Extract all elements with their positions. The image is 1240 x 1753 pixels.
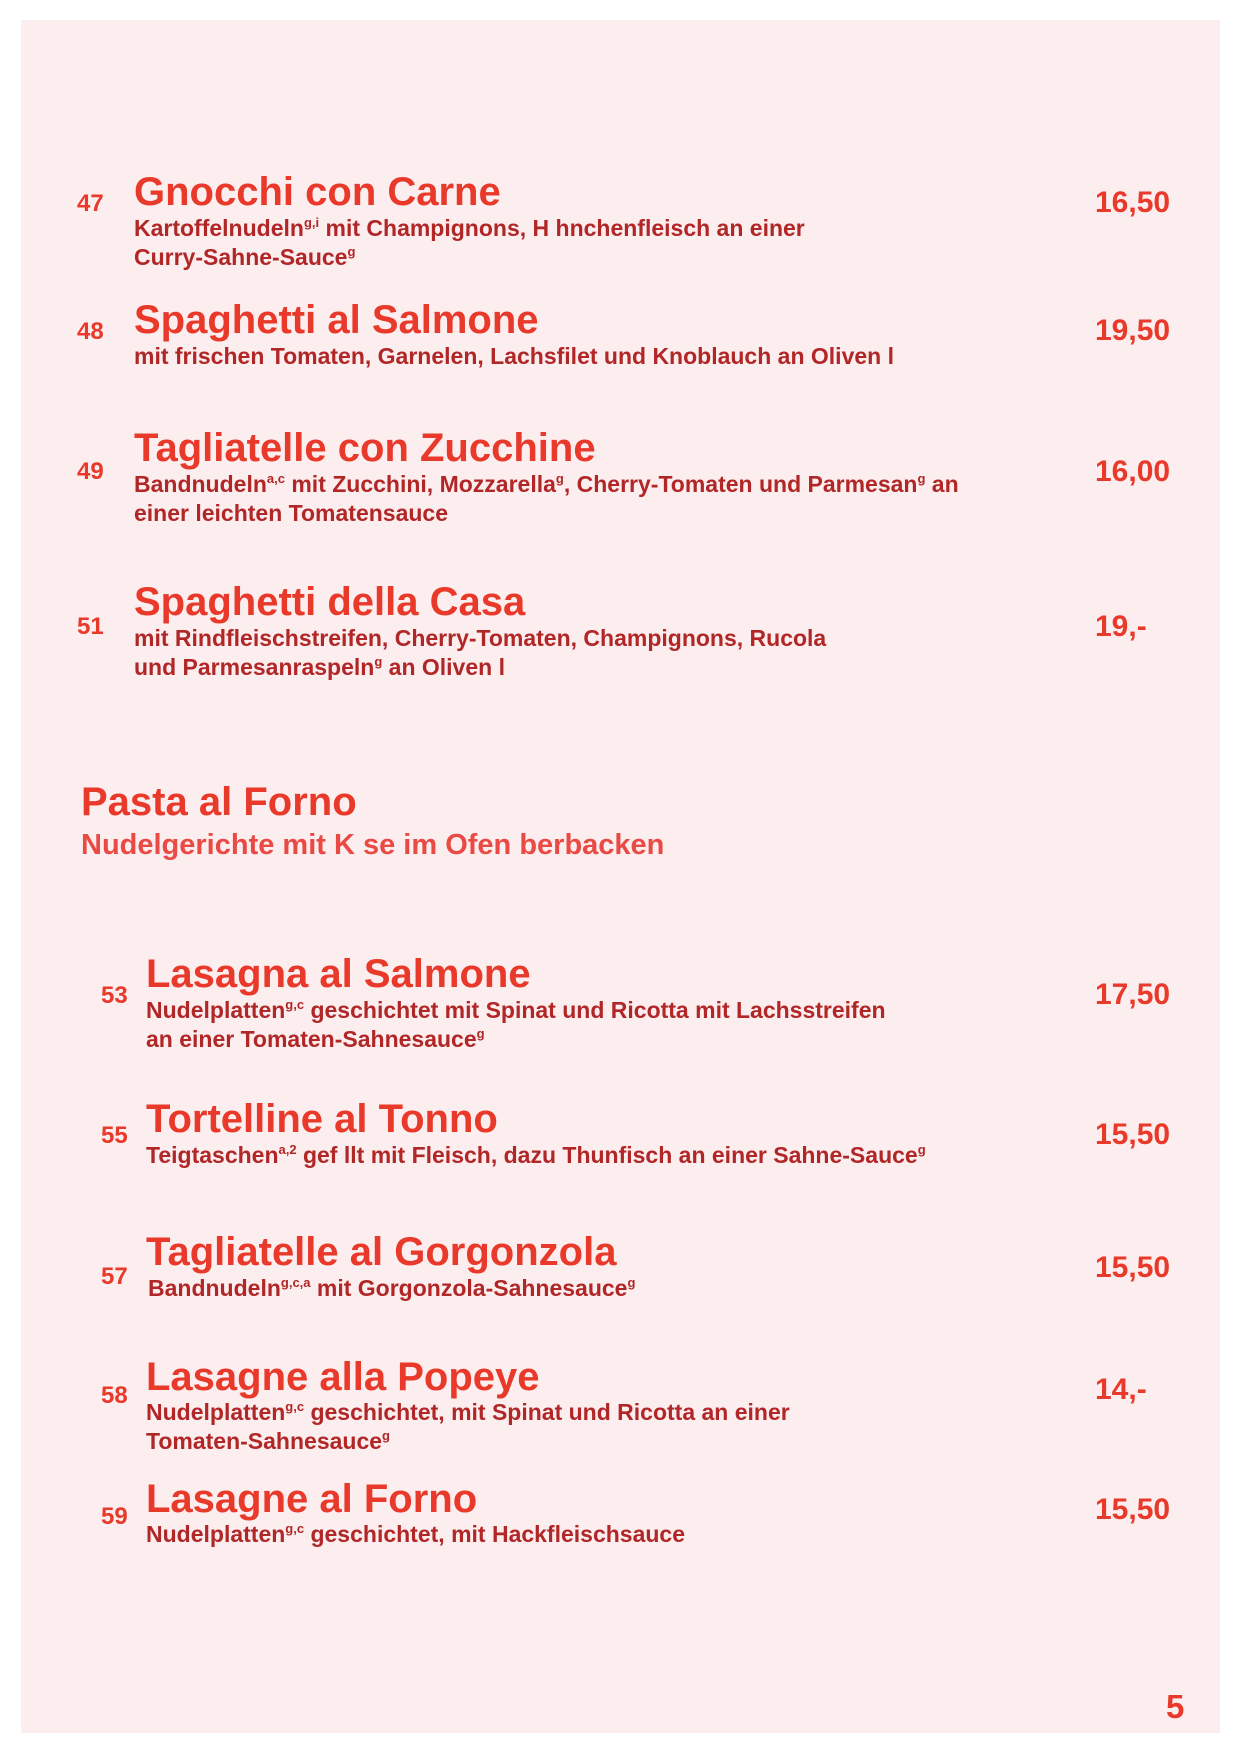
item-title: Lasagne alla Popeye: [146, 1355, 540, 1399]
section-subtitle: Nudelgerichte mit K se im Ofen berbacken: [81, 829, 665, 861]
item-description: mit frischen Tomaten, Garnelen, Lachsfilet und Knoblauch an Oliven l: [134, 343, 894, 369]
item-description: Teigtaschen$^{a,2}$ gef llt mit Fleisch, dazu Thunfisch an einer Sahne-Sauce$^g$: [146, 1142, 926, 1168]
item-price: 16,00: [1095, 455, 1171, 488]
item-number: 53: [101, 982, 128, 1009]
section-title: Pasta al Forno: [81, 780, 357, 824]
item-number: 48: [77, 318, 104, 345]
item-title: Spaghetti della Casa: [134, 580, 526, 624]
item-price: 17,50: [1095, 978, 1171, 1011]
item-title: Lasagna al Salmone: [146, 952, 531, 996]
item-number: 51: [77, 613, 104, 640]
item-price: 15,50: [1095, 1251, 1171, 1284]
item-price: 16,50: [1095, 186, 1171, 219]
menu-page: [21, 20, 1220, 1733]
item-number: 49: [77, 458, 104, 485]
item-title: Spaghetti al Salmone: [134, 298, 539, 342]
item-description: Bandnudeln$^{a,c}$ mit Zucchini, Mozzarella$^g$, Cherry-Tomaten und Parmesan$^g$ an einer leichten Tomatensauce: [134, 471, 959, 526]
item-price: 19,-: [1095, 610, 1147, 643]
item-title: Tortelline al Tonno: [146, 1097, 498, 1141]
item-description: Nudelplatten$^{g,c}$ geschichtet mit Spinat und Ricotta mit Lachsstreifen an einer Tomaten-Sahnesauce$^g$: [146, 997, 886, 1052]
item-price: 19,50: [1095, 314, 1171, 347]
item-price: 15,50: [1095, 1118, 1171, 1151]
page-number: 5: [1166, 1688, 1185, 1725]
item-number: 59: [101, 1503, 128, 1530]
item-description: Nudelplatten$^{g,c}$ geschichtet, mit Spinat und Ricotta an einer Tomaten-Sahnesauce$^g$: [146, 1399, 790, 1454]
item-title: Tagliatelle con Zucchine: [134, 426, 596, 470]
item-description: mit Rindfleischstreifen, Cherry-Tomaten, Champignons, Rucola und Parmesanraspeln$^g$ an Oliven l: [134, 625, 827, 680]
item-number: 47: [77, 190, 104, 217]
item-description: Nudelplatten$^{g,c}$ geschichtet, mit Hackfleischsauce: [146, 1521, 686, 1547]
item-description: Kartoffelnudeln$^{g,i}$ mit Champignons, H hnchenfleisch an einer Curry-Sahne-Sauce$^g$: [134, 215, 805, 270]
item-title: Lasagne al Forno: [146, 1477, 478, 1521]
item-number: 55: [101, 1122, 128, 1149]
item-title: Gnocchi con Carne: [134, 170, 501, 214]
item-number: 58: [101, 1382, 128, 1409]
item-number: 57: [101, 1263, 128, 1290]
item-description: Bandnudeln$^{g,c,a}$ mit Gorgonzola-Sahnesauce$^g$: [148, 1275, 636, 1301]
item-price: 14,-: [1095, 1373, 1147, 1406]
item-title: Tagliatelle al Gorgonzola: [146, 1230, 617, 1274]
item-price: 15,50: [1095, 1493, 1171, 1526]
